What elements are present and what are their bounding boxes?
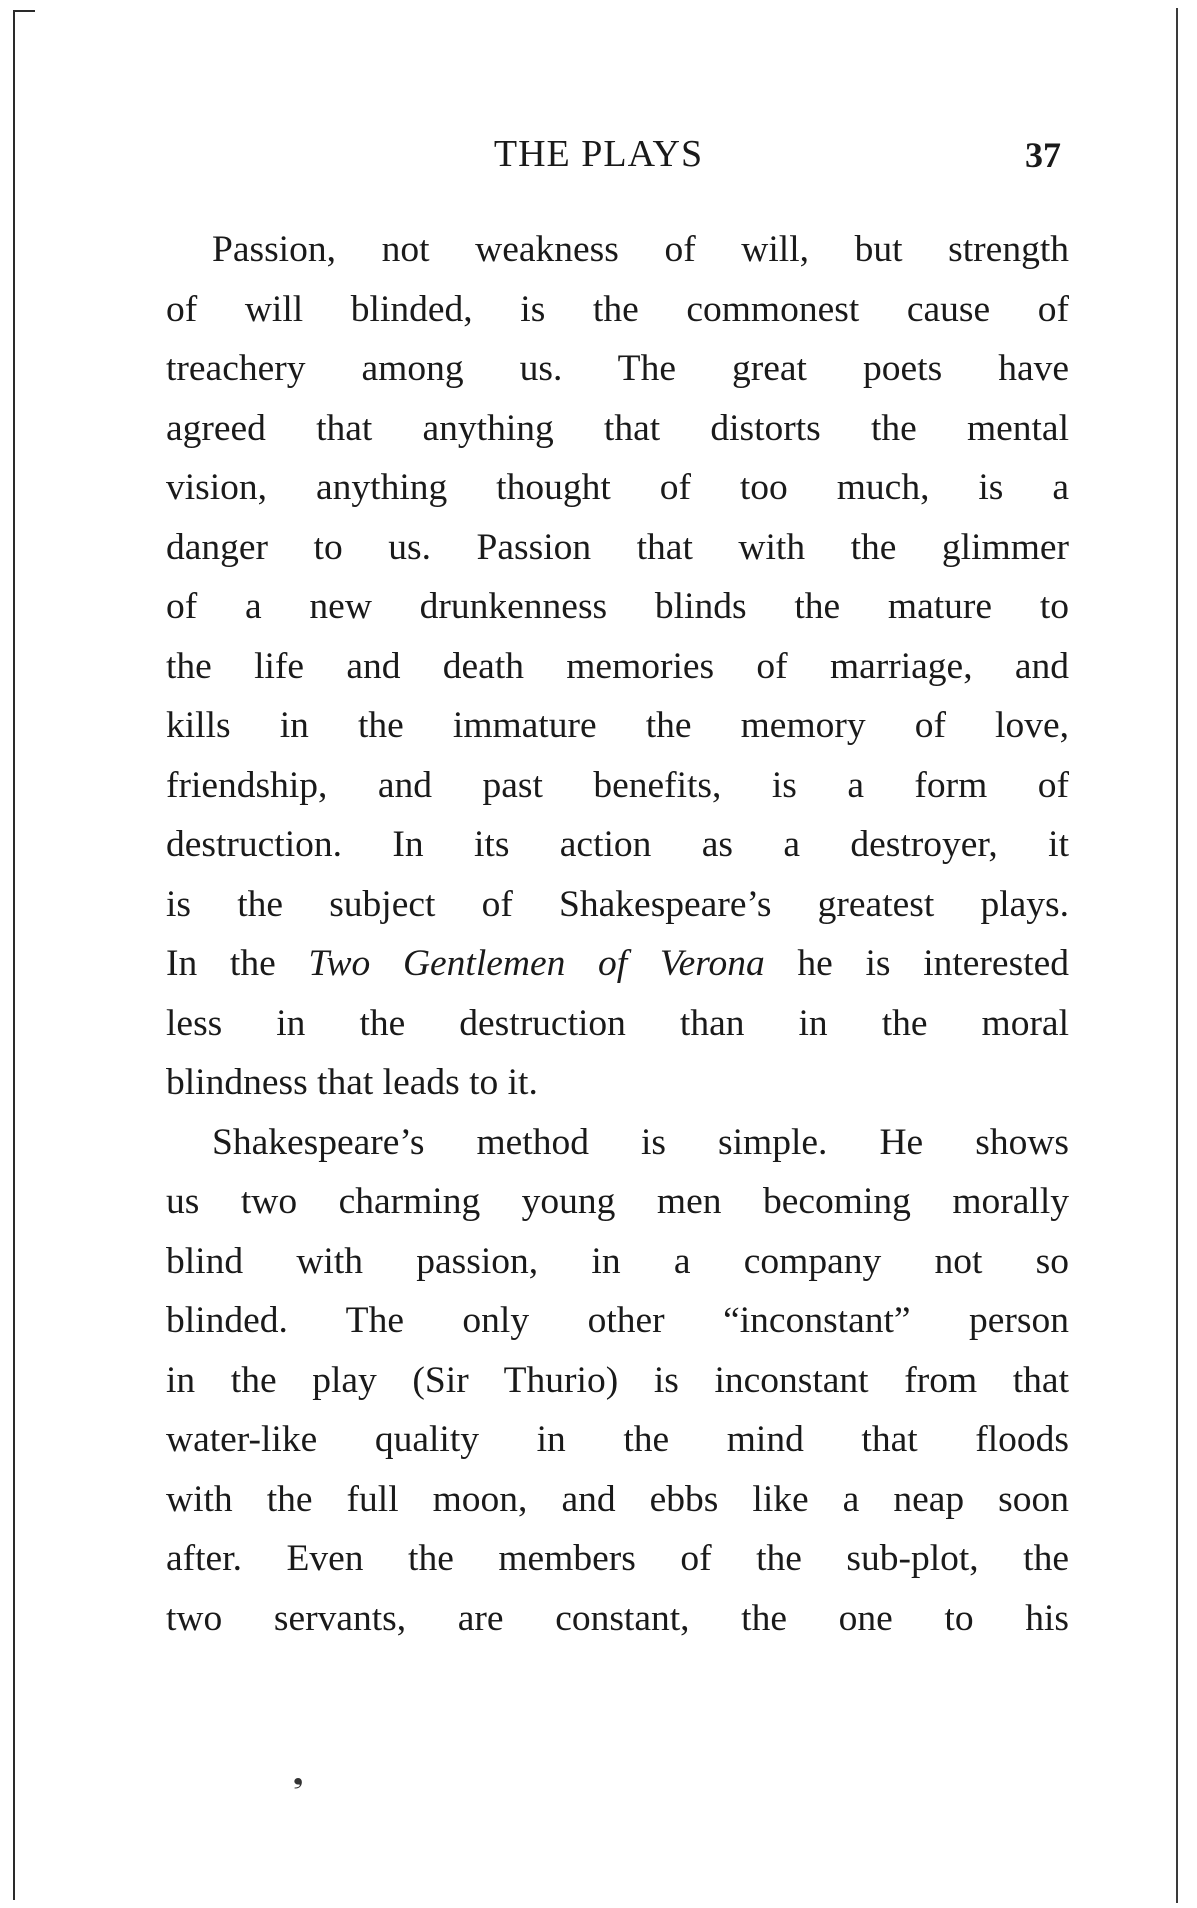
page-number: 37 xyxy=(1025,135,1061,175)
play-title: Two Gentlemen of Verona xyxy=(308,943,765,984)
text-line: treachery among us. The great poets have xyxy=(166,348,1069,389)
text-segment: he is interested xyxy=(764,943,1069,984)
page-edge-left xyxy=(13,10,15,1900)
text-line: is the subject of Shakespeare’s greatest plays. xyxy=(166,883,1069,925)
text-line: danger to us. Passion that with the glimmer xyxy=(166,526,1069,568)
page-header xyxy=(0,132,1197,182)
text-line: destruction. In its action as a destroyer, it xyxy=(166,824,1069,865)
body-text xyxy=(166,220,1069,1648)
text-line: of a new drunkenness blinds the mature to xyxy=(166,586,1069,627)
text-line: vision, anything thought of too much, is a xyxy=(166,467,1069,508)
text-line: the life and death memories of marriage, and xyxy=(166,645,1069,687)
text-segment: In the xyxy=(166,943,309,984)
text-line: blindness that leads to it. xyxy=(166,1062,538,1103)
text-line: two servants, are constant, the one to his xyxy=(166,1597,1069,1639)
text-line: friendship, and past benefits, is a form of xyxy=(166,764,1069,806)
text-line: us two charming young men becoming morally xyxy=(166,1181,1069,1222)
paragraph-2 xyxy=(166,1113,1069,1649)
text-line: water-like quality in the mind that floods xyxy=(166,1419,1069,1460)
page-edge-right xyxy=(1176,8,1178,1903)
text-line: with the full moon, and ebbs like a neap soon xyxy=(166,1478,1069,1520)
running-head: THE PLAYS xyxy=(493,133,704,175)
ink-mark: ❟ xyxy=(293,1760,304,1789)
paragraph-1 xyxy=(166,220,1069,1113)
page-edge-corner xyxy=(13,10,35,12)
text-line: of will blinded, is the commonest cause of xyxy=(166,288,1069,330)
text-line: agreed that anything that distorts the mental xyxy=(166,407,1069,449)
text-line: Passion, not weakness of will, but strength xyxy=(212,229,1069,270)
text-line: in the play (Sir Thurio) is inconstant from that xyxy=(166,1359,1069,1401)
text-line xyxy=(166,934,1069,994)
text-line: after. Even the members of the sub-plot, the xyxy=(166,1538,1069,1579)
text-line: Shakespeare’s method is simple. He shows xyxy=(212,1121,1069,1163)
text-line: blinded. The only other “inconstant” person xyxy=(166,1300,1069,1341)
text-line: less in the destruction than in the moral xyxy=(166,1002,1069,1044)
text-line: blind with passion, in a company not so xyxy=(166,1240,1069,1282)
text-line: kills in the immature the memory of love, xyxy=(166,705,1069,746)
